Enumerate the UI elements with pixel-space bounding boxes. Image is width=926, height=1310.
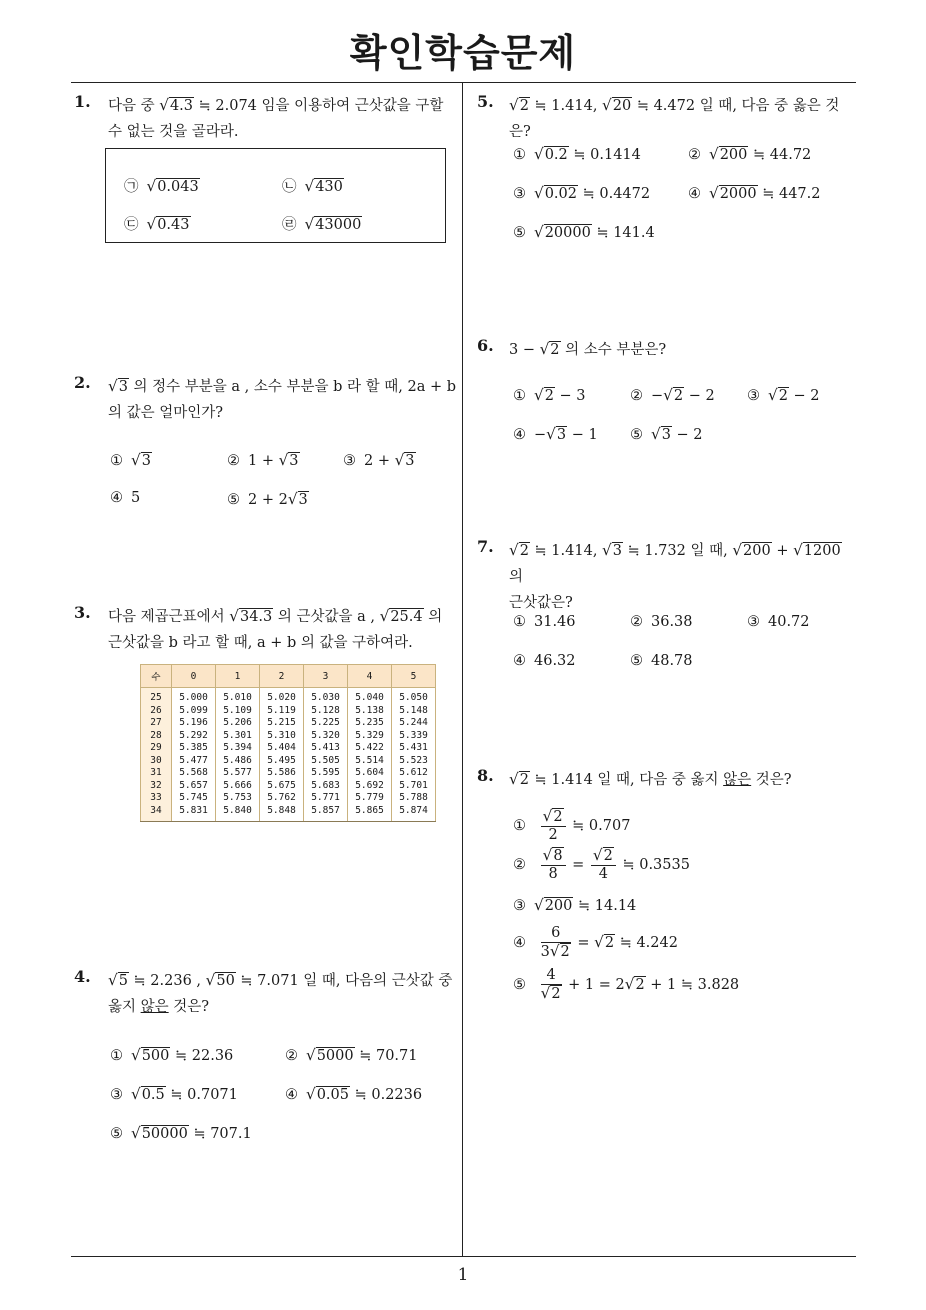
table-cell: 5.301	[216, 730, 260, 743]
question-number: 6.	[477, 336, 494, 355]
option-5[interactable]: ⑤ √20000 ≒ 141.4	[513, 223, 655, 241]
table-cell: 5.404	[260, 742, 304, 755]
table-cell: 5.848	[260, 805, 304, 822]
table-cell: 34	[141, 805, 172, 822]
table-cell: 25	[141, 688, 172, 705]
table-cell: 5.040	[348, 688, 392, 705]
table-cell: 5.385	[172, 742, 216, 755]
table-cell: 28	[141, 730, 172, 743]
table-cell: 5.514	[348, 755, 392, 768]
table-cell: 5.225	[304, 717, 348, 730]
question-text: 다음 중 √4.3 ≒ 2.074 임을 이용하여 근삿값을 구할 수 없는 것을 골라라.	[108, 92, 460, 145]
table-cell: 5.099	[172, 705, 216, 718]
choice-a[interactable]: ㉠ √0.043	[124, 177, 199, 195]
table-cell: 5.128	[304, 705, 348, 718]
table-header-digit: 4	[348, 665, 392, 688]
table-cell: 5.119	[260, 705, 304, 718]
table-cell: 5.138	[348, 705, 392, 718]
table-row	[141, 742, 436, 755]
option-4[interactable]: ④ √2000 ≒ 447.2	[688, 184, 821, 202]
table-cell: 5.745	[172, 792, 216, 805]
table-cell: 5.865	[348, 805, 392, 822]
table-row	[141, 767, 436, 780]
table-cell: 5.604	[348, 767, 392, 780]
question-text: √2 ≒ 1.414, √20 ≒ 4.472 일 때, 다음 중 옳은 것은?	[509, 96, 840, 140]
table-header-digit: 5	[392, 665, 436, 688]
table-cell: 5.292	[172, 730, 216, 743]
table-cell: 5.206	[216, 717, 260, 730]
table-cell: 5.148	[392, 705, 436, 718]
table-cell: 5.215	[260, 717, 304, 730]
table-header-digit: 2	[260, 665, 304, 688]
question-text: √2 ≒ 1.414 일 때, 다음 중 옳지 않은 것은?	[509, 770, 792, 788]
table-row	[141, 780, 436, 793]
column-divider	[462, 83, 463, 1257]
table-cell: 5.577	[216, 767, 260, 780]
table-cell: 30	[141, 755, 172, 768]
option-1[interactable]: ① √0.2 ≒ 0.1414	[513, 145, 641, 163]
question-number: 3.	[74, 603, 91, 622]
table-cell: 29	[141, 742, 172, 755]
option-2[interactable]: ② √5000 ≒ 70.71	[285, 1046, 418, 1064]
table-cell: 5.857	[304, 805, 348, 822]
table-cell: 5.762	[260, 792, 304, 805]
option-5[interactable]: ⑤ 2 + 2√3	[227, 490, 308, 508]
table-cell: 5.874	[392, 805, 436, 822]
table-header-number: 수	[141, 665, 172, 688]
top-rule	[71, 82, 856, 83]
table-cell: 5.657	[172, 780, 216, 793]
option-3[interactable]: ③ √200 ≒ 14.14	[513, 896, 637, 914]
option-4[interactable]: ④ $\frac{6}{3√2}$ = √2 ≒ 4.242	[513, 925, 678, 960]
table-row	[141, 805, 436, 822]
table-cell: 5.505	[304, 755, 348, 768]
table-cell: 5.109	[216, 705, 260, 718]
question-number: 7.	[477, 537, 494, 556]
option-1[interactable]: ① √3	[110, 451, 151, 469]
question-text: 다음 제곱근표에서 √34.3 의 근삿값을 a , √25.4 의 근삿값을 b 라고 할 때, a + b 의 값을 구하여라.	[108, 607, 443, 651]
table-cell: 26	[141, 705, 172, 718]
option-2[interactable]: ② 36.38	[630, 614, 693, 630]
choice-b[interactable]: ㉡ √430	[282, 177, 343, 195]
table-cell: 5.422	[348, 742, 392, 755]
option-1[interactable]: ① √2 − 3	[513, 386, 586, 404]
question-number: 1.	[74, 92, 91, 111]
option-4[interactable]: ④ 46.32	[513, 653, 576, 669]
table-cell: 5.692	[348, 780, 392, 793]
question-number: 5.	[477, 92, 494, 111]
option-5[interactable]: ⑤ $\frac{4}{√2}$ + 1 = 2√2 + 1 ≒ 3.828	[513, 967, 740, 1002]
table-cell: 5.431	[392, 742, 436, 755]
question-number: 4.	[74, 967, 91, 986]
table-cell: 5.779	[348, 792, 392, 805]
table-cell: 5.050	[392, 688, 436, 705]
table-header-digit: 0	[172, 665, 216, 688]
table-cell: 5.320	[304, 730, 348, 743]
option-2[interactable]: ② √200 ≒ 44.72	[688, 145, 812, 163]
table-row	[141, 717, 436, 730]
table-cell: 5.000	[172, 688, 216, 705]
bottom-rule	[71, 1256, 856, 1257]
table-cell: 5.771	[304, 792, 348, 805]
table-cell: 5.523	[392, 755, 436, 768]
table-cell: 5.477	[172, 755, 216, 768]
table-row	[141, 755, 436, 768]
square-root-table	[140, 664, 436, 822]
table-cell: 5.612	[392, 767, 436, 780]
option-4[interactable]: ④ √0.05 ≒ 0.2236	[285, 1085, 423, 1103]
option-3[interactable]: ③ √0.5 ≒ 0.7071	[110, 1085, 238, 1103]
question-text: √5 ≒ 2.236 , √50 ≒ 7.071 일 때, 다음의 근삿값 중 옳지 않은 것은?	[108, 971, 453, 1015]
table-cell: 32	[141, 780, 172, 793]
choice-d[interactable]: ㉣ √43000	[282, 215, 362, 233]
table-row	[141, 792, 436, 805]
choices-box	[105, 148, 446, 243]
table-cell: 5.831	[172, 805, 216, 822]
table-cell: 5.675	[260, 780, 304, 793]
table-cell: 5.339	[392, 730, 436, 743]
table-row	[141, 730, 436, 743]
table-cell: 33	[141, 792, 172, 805]
table-cell: 5.030	[304, 688, 348, 705]
table-cell: 5.310	[260, 730, 304, 743]
table-header-digit: 1	[216, 665, 260, 688]
option-3[interactable]: ③ 2 + √3	[343, 451, 415, 469]
option-5[interactable]: ⑤ √3 − 2	[630, 425, 703, 443]
table-cell: 5.244	[392, 717, 436, 730]
table-cell: 5.010	[216, 688, 260, 705]
table-cell: 5.788	[392, 792, 436, 805]
table-cell: 5.701	[392, 780, 436, 793]
option-3[interactable]: ③ √0.02 ≒ 0.4472	[513, 184, 651, 202]
table-cell: 5.586	[260, 767, 304, 780]
table-cell: 31	[141, 767, 172, 780]
table-cell: 5.235	[348, 717, 392, 730]
option-2[interactable]: ② $\frac{√8}{8}$ = $\frac{√2}{4}$ ≒ 0.3535	[513, 846, 690, 882]
table-cell: 5.683	[304, 780, 348, 793]
table-cell: 5.329	[348, 730, 392, 743]
question-text: √3 의 정수 부분을 a , 소수 부분을 b 라 할 때, 2a + b 의 값은 얼마인가?	[108, 377, 457, 421]
option-1[interactable]: ① √500 ≒ 22.36	[110, 1046, 234, 1064]
table-cell: 5.495	[260, 755, 304, 768]
table-cell: 5.840	[216, 805, 260, 822]
table-cell: 5.413	[304, 742, 348, 755]
table-cell: 5.753	[216, 792, 260, 805]
option-5[interactable]: ⑤ √50000 ≒ 707.1	[110, 1124, 252, 1142]
table-cell: 5.568	[172, 767, 216, 780]
question-text: 3 − √2 의 소수 부분은?	[509, 340, 667, 358]
table-cell: 5.486	[216, 755, 260, 768]
table-row	[141, 705, 436, 718]
option-3[interactable]: ③ √2 − 2	[747, 386, 820, 404]
option-2[interactable]: ② 1 + √3	[227, 451, 299, 469]
option-4[interactable]: ④ 5	[110, 490, 141, 506]
table-cell: 5.020	[260, 688, 304, 705]
option-2[interactable]: ② −√2 − 2	[630, 386, 715, 404]
option-1[interactable]: ① $\frac{√2}{2}$ ≒ 0.707	[513, 807, 631, 843]
table-cell: 5.196	[172, 717, 216, 730]
table-row	[141, 688, 436, 705]
choice-c[interactable]: ㉢ √0.43	[124, 215, 190, 233]
table-cell: 5.666	[216, 780, 260, 793]
table-header-digit: 3	[304, 665, 348, 688]
page-title: 확인학습문제	[349, 31, 577, 75]
question-number: 8.	[477, 766, 494, 785]
table-cell: 5.394	[216, 742, 260, 755]
page-number: 1	[457, 1265, 469, 1285]
option-3[interactable]: ③ 40.72	[747, 614, 810, 630]
question-text: √2 ≒ 1.414, √3 ≒ 1.732 일 때, √200 + √1200 의 근삿값은?	[509, 541, 841, 611]
sqrt-expression: √4.3	[159, 96, 194, 114]
option-5[interactable]: ⑤ 48.78	[630, 653, 693, 669]
table-cell: 5.595	[304, 767, 348, 780]
table-cell: 27	[141, 717, 172, 730]
option-4[interactable]: ④ −√3 − 1	[513, 425, 598, 443]
question-number: 2.	[74, 373, 91, 392]
option-1[interactable]: ① 31.46	[513, 614, 576, 630]
